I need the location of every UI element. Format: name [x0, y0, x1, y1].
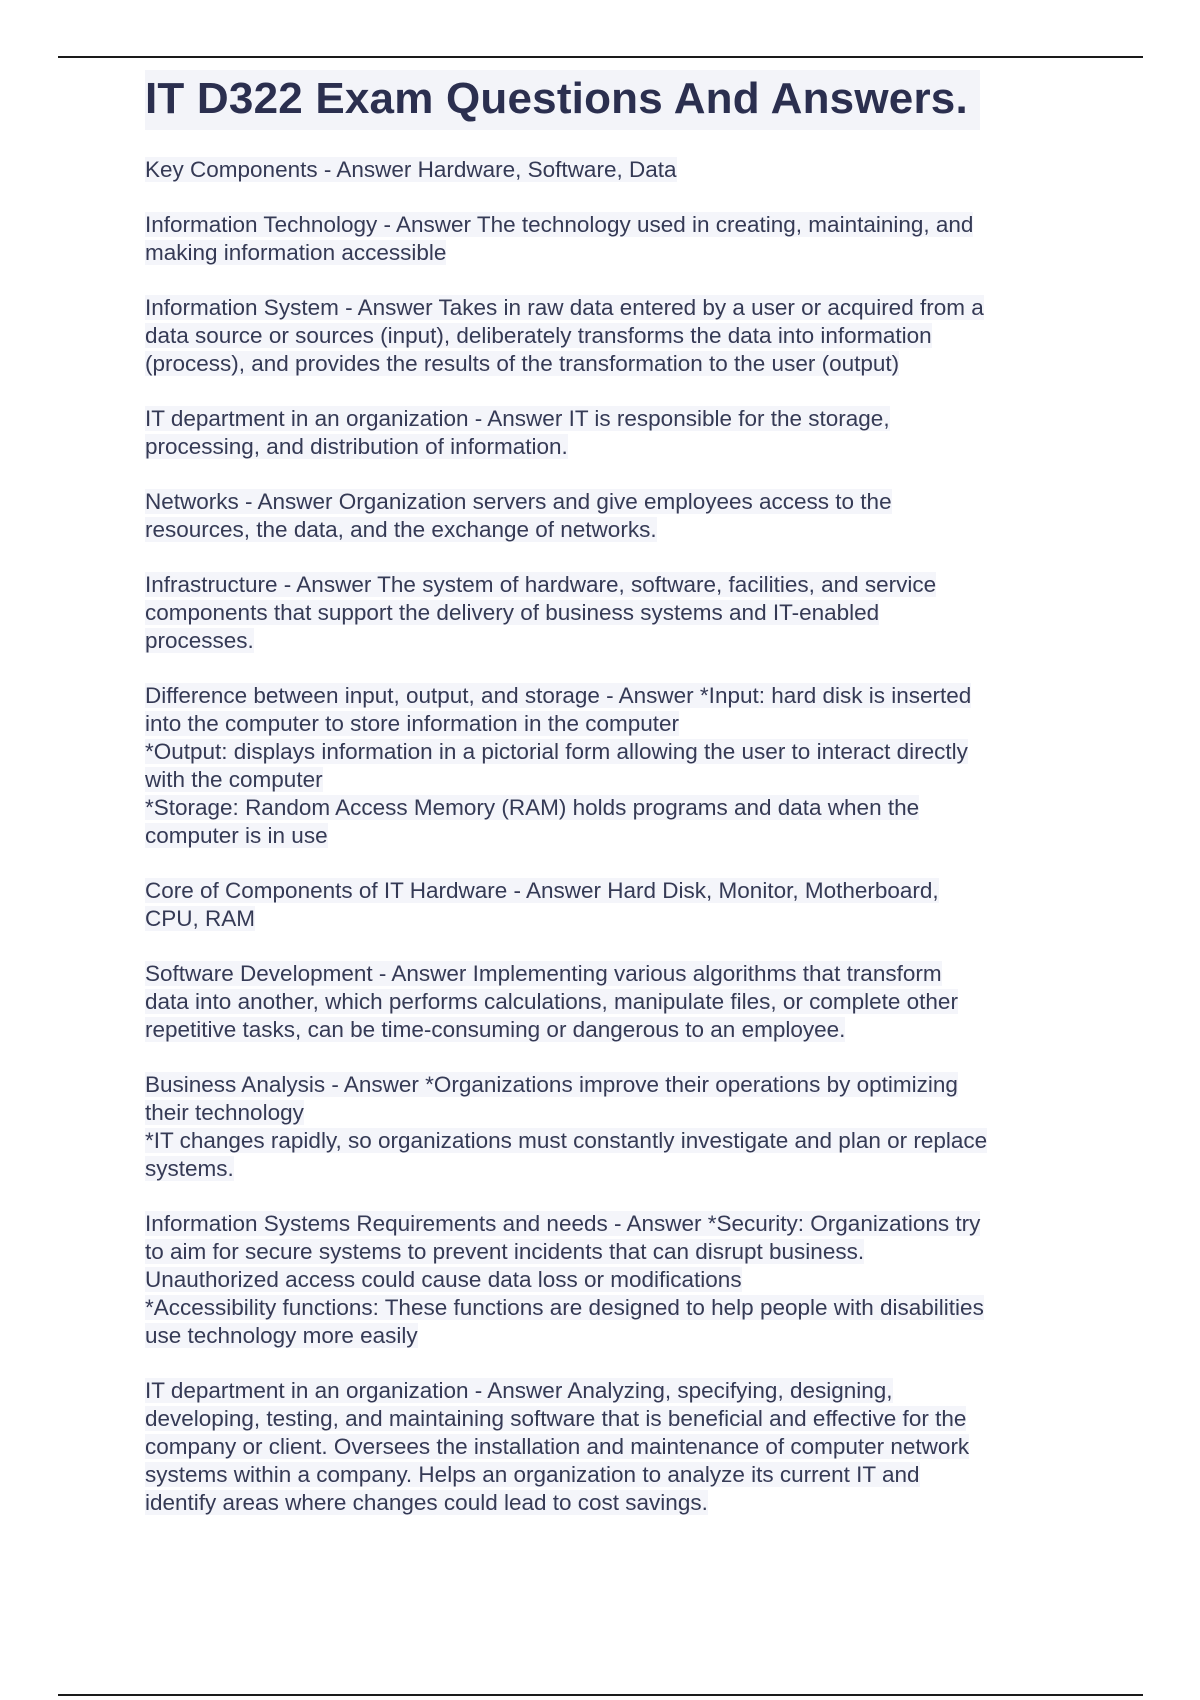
qa-entry [145, 960, 1065, 1044]
qa-line: Difference between input, output, and storage - Answer *Input: hard disk is inserted [145, 683, 972, 708]
qa-line: processing, and distribution of information. [145, 434, 568, 459]
qa-line: Infrastructure - Answer The system of hardware, software, facilities, and service [145, 572, 937, 597]
qa-line: to aim for secure systems to prevent incidents that can disrupt business. [145, 1239, 865, 1264]
qa-entry [145, 1377, 1065, 1517]
qa-line: repetitive tasks, can be time-consuming or dangerous to an employee. [145, 1017, 846, 1042]
qa-entry [145, 682, 1065, 850]
qa-line: Information Technology - Answer The technology used in creating, maintaining, and [145, 212, 974, 237]
qa-entry [145, 1210, 1065, 1350]
qa-entry [145, 405, 1065, 461]
qa-line: resources, the data, and the exchange of networks. [145, 517, 657, 542]
qa-line: data source or sources (input), deliberately transforms the data into information [145, 323, 932, 348]
qa-line: processes. [145, 628, 254, 653]
qa-entry [145, 294, 1065, 378]
qa-entry [145, 156, 1065, 184]
qa-entry [145, 211, 1065, 267]
qa-line: Information System - Answer Takes in raw data entered by a user or acquired from a [145, 295, 984, 320]
qa-line: computer is in use [145, 823, 328, 848]
qa-line: IT department in an organization - Answer Analyzing, specifying, designing, [145, 1378, 893, 1403]
qa-line: Business Analysis - Answer *Organizations improve their operations by optimizing [145, 1072, 958, 1097]
qa-line: systems. [145, 1156, 234, 1181]
qa-line: CPU, RAM [145, 906, 256, 931]
qa-line: IT department in an organization - Answer IT is responsible for the storage, [145, 406, 890, 431]
document-body [145, 70, 1065, 1544]
top-rule [58, 56, 1143, 58]
qa-line: developing, testing, and maintaining software that is beneficial and effective for the [145, 1406, 967, 1431]
qa-line: into the computer to store information in the computer [145, 711, 680, 736]
qa-entry [145, 877, 1065, 933]
qa-line: their technology [145, 1100, 304, 1125]
qa-line: *Storage: Random Access Memory (RAM) holds programs and data when the [145, 795, 920, 820]
qa-line: *Accessibility functions: These functions are designed to help people with disabilities [145, 1295, 984, 1320]
qa-line: use technology more easily [145, 1323, 418, 1348]
qa-line: Core of Components of IT Hardware - Answer Hard Disk, Monitor, Motherboard, [145, 878, 939, 903]
bottom-rule [58, 1694, 1143, 1696]
qa-entry [145, 488, 1065, 544]
qa-line: systems within a company. Helps an organization to analyze its current IT and [145, 1462, 920, 1487]
qa-line: Networks - Answer Organization servers and give employees access to the [145, 489, 892, 514]
qa-entry [145, 1071, 1065, 1183]
qa-line: *Output: displays information in a pictorial form allowing the user to interact directly [145, 739, 968, 764]
qa-line: company or client. Oversees the installation and maintenance of computer network [145, 1434, 970, 1459]
qa-line: components that support the delivery of business systems and IT-enabled [145, 600, 880, 625]
qa-line: Information Systems Requirements and needs - Answer *Security: Organizations try [145, 1211, 981, 1236]
page-title: IT D322 Exam Questions And Answers. [145, 70, 980, 130]
qa-line: (process), and provides the results of the transformation to the user (output) [145, 351, 900, 376]
qa-line: data into another, which performs calculations, manipulate files, or complete other [145, 989, 958, 1014]
qa-line: *IT changes rapidly, so organizations must constantly investigate and plan or replace [145, 1128, 988, 1153]
qa-line: with the computer [145, 767, 323, 792]
qa-entry [145, 571, 1065, 655]
qa-line: making information accessible [145, 240, 447, 265]
qa-line: Software Development - Answer Implementing various algorithms that transform [145, 961, 942, 986]
qa-line: Key Components - Answer Hardware, Software, Data [145, 157, 677, 182]
qa-line: Unauthorized access could cause data loss or modifications [145, 1267, 742, 1292]
qa-line: identify areas where changes could lead to cost savings. [145, 1490, 708, 1515]
